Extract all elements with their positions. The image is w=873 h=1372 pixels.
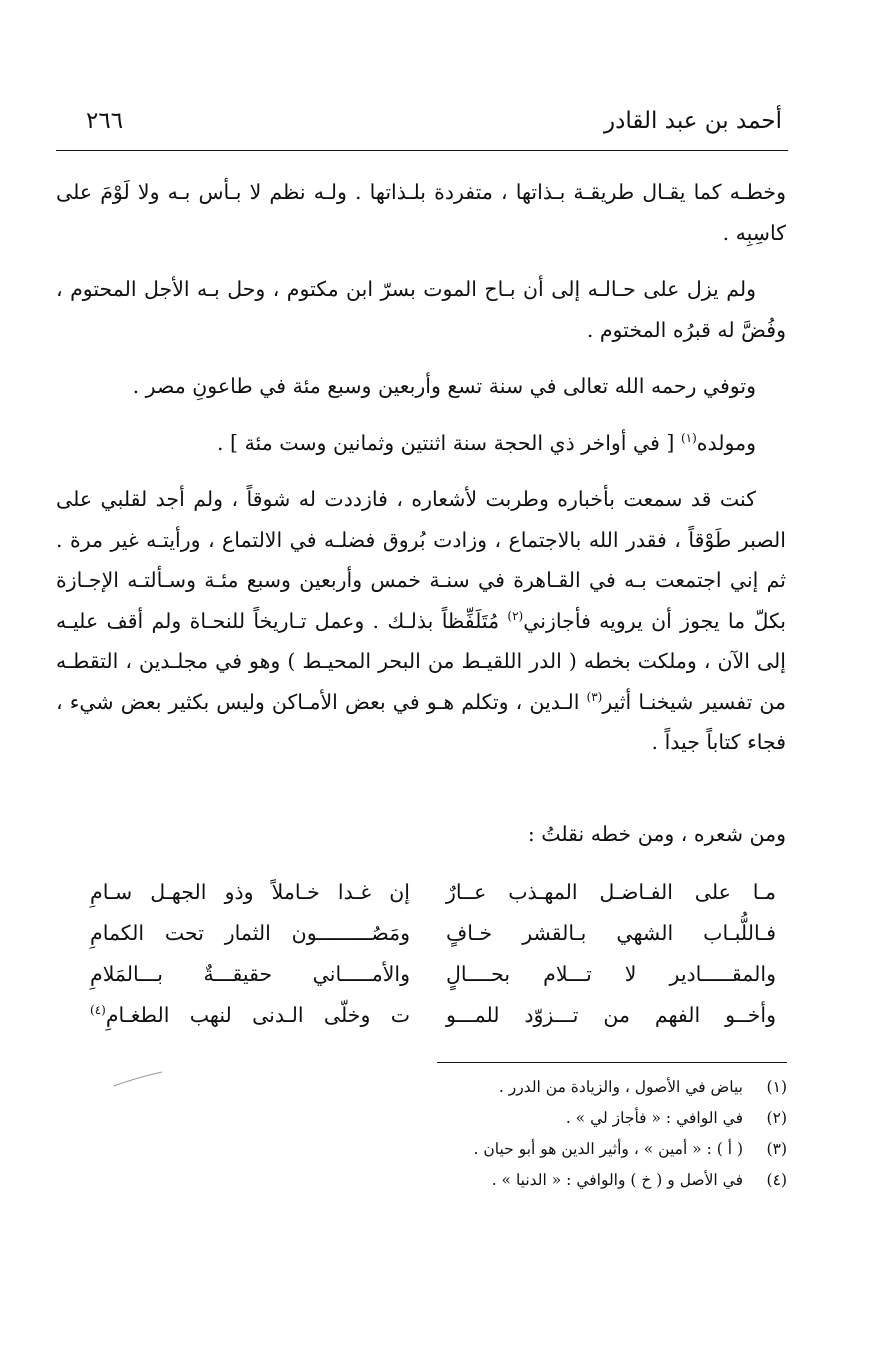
verse-first-hemistich: فـاللُّبـاب الشهي بـالقشر خـافٍ xyxy=(446,921,776,945)
footnote-separator xyxy=(437,1062,787,1063)
main-text xyxy=(56,172,786,763)
verse-first-hemistich: مـا على الفـاضـل المهـذب عــارٌ xyxy=(446,880,776,904)
verse-second-hemistich xyxy=(90,1003,410,1027)
paragraph-death-date: وتوفي رحمه الله تعالى في سنة تسع وأربعين وسبع مئة في طاعونِ مصر . xyxy=(132,374,756,398)
verse-first-hemistich: والمقـــــادير لا تـــلام بحــــالٍ xyxy=(446,962,776,986)
poem-verse xyxy=(70,880,776,921)
page-header xyxy=(56,104,788,151)
footnote-number: (١) xyxy=(766,1078,787,1096)
verse-first-hemistich: وأخــو الفهم من تـــزوّد للمـــو xyxy=(446,1003,776,1027)
meeting-text-part1: كنت قد سمعت بأخباره وطربت لأشعاره ، فازددت له شوقاً ، ولم أجد لقلبي على الصبر طَوْقاً ، فقدر الله بالاجتماع ، وزادت بُروق فضلـه في الالتماع ، ورأيتـه غير مرة . ثم إني اجتمعت بـه في القـاهرة في سنـة خمس وأربعين وسبع مئـة وسـألتـه الإجـازة بكلّ ما يجوز أن يرويه فأجازني xyxy=(56,487,786,633)
meeting-text-part3: الـدين ، وتكلم هـو في بعض الأمـاكن وليس بكثير بعض شيء ، فجاء كتاباً جيداً . xyxy=(56,689,786,754)
footnote-text: في الأصل و ( خ ) والوافي : « الدنيا » . xyxy=(491,1171,743,1189)
poem-intro: ومن شعره ، ومن خطه نقلتُ : xyxy=(527,822,786,846)
verse-second-hemistich: إن غـدا خـاملاً وذو الجهـل سـامِ xyxy=(90,880,410,904)
footnote-number: (٤) xyxy=(766,1171,787,1189)
footnote-text: في الوافي : « فأجاز لي » . xyxy=(565,1109,743,1127)
footnote xyxy=(187,1140,787,1171)
page-number: ٢٦٦ xyxy=(86,108,124,134)
poem-verse xyxy=(70,1003,776,1044)
poem xyxy=(70,880,776,1044)
footnote-number: (٣) xyxy=(766,1140,787,1158)
birth-text-before: ومولده xyxy=(696,430,756,455)
footnote-ref-2: (٢) xyxy=(507,608,524,623)
verse-second-text: ت وخلّى الـدنى لنهب الطغـامِ xyxy=(105,1003,410,1027)
birth-text-after: [ في أواخر ذي الحجة سنة اثنتين وثمانين وست مئة ] . xyxy=(217,430,681,455)
footnote-ref-4: (٤) xyxy=(90,1003,106,1018)
footnote xyxy=(187,1171,787,1202)
verse-second-hemistich: والأمـــــاني حقيقـــةٌ بـــالمَلامِ xyxy=(90,962,410,986)
footnote-number: (٢) xyxy=(766,1109,787,1127)
paragraph-death: ولم يزل على حـالـه إلى أن بـاح الموت بسرّ ابن مكتوم ، وحل بـه الأجل المحتوم ، وفُضَّ له قبرُه المختوم . xyxy=(56,277,786,342)
poem-verse xyxy=(70,962,776,1003)
footnotes xyxy=(187,1078,787,1202)
meeting-text-part2: مُتَلَفِّظاً بذلـك . وعمل تـاريخاً للنحـاة ولم أقف عليـه إلى الآن ، وملكت بخطه ( الدر اللقيـط من البحر المحيـط ) وهو في مجلـدين ، التقطـه من تفسير شيخنـا أثير xyxy=(56,608,786,714)
paragraph-handwriting: وخطـه كما يقـال طريقـة بـذاتها ، متفردة بلـذاتها . ولـه نظم لا بـأس بـه ولا لَوْمَ على كاسِبِه . xyxy=(56,180,786,245)
footnote-text: بياض في الأصول ، والزيادة من الدرر . xyxy=(498,1078,743,1096)
footnote xyxy=(187,1109,787,1140)
footnote-ref-3: (٣) xyxy=(586,689,603,704)
pencil-mark xyxy=(112,1070,164,1088)
paragraph-meeting xyxy=(56,479,786,763)
verse-second-hemistich: ومَصُـــــــــون الثمار تحت الكمامِ xyxy=(90,921,410,945)
footnote-text: ( أ ) : « أمين » ، وأثير الدين هو أبو حيان . xyxy=(473,1140,743,1158)
running-title: أحمد بن عبد القادر xyxy=(604,108,782,134)
paragraph-birth xyxy=(56,423,786,464)
footnote-ref-1: (١) xyxy=(680,430,697,445)
footnote xyxy=(187,1078,787,1109)
poem-verse xyxy=(70,921,776,962)
